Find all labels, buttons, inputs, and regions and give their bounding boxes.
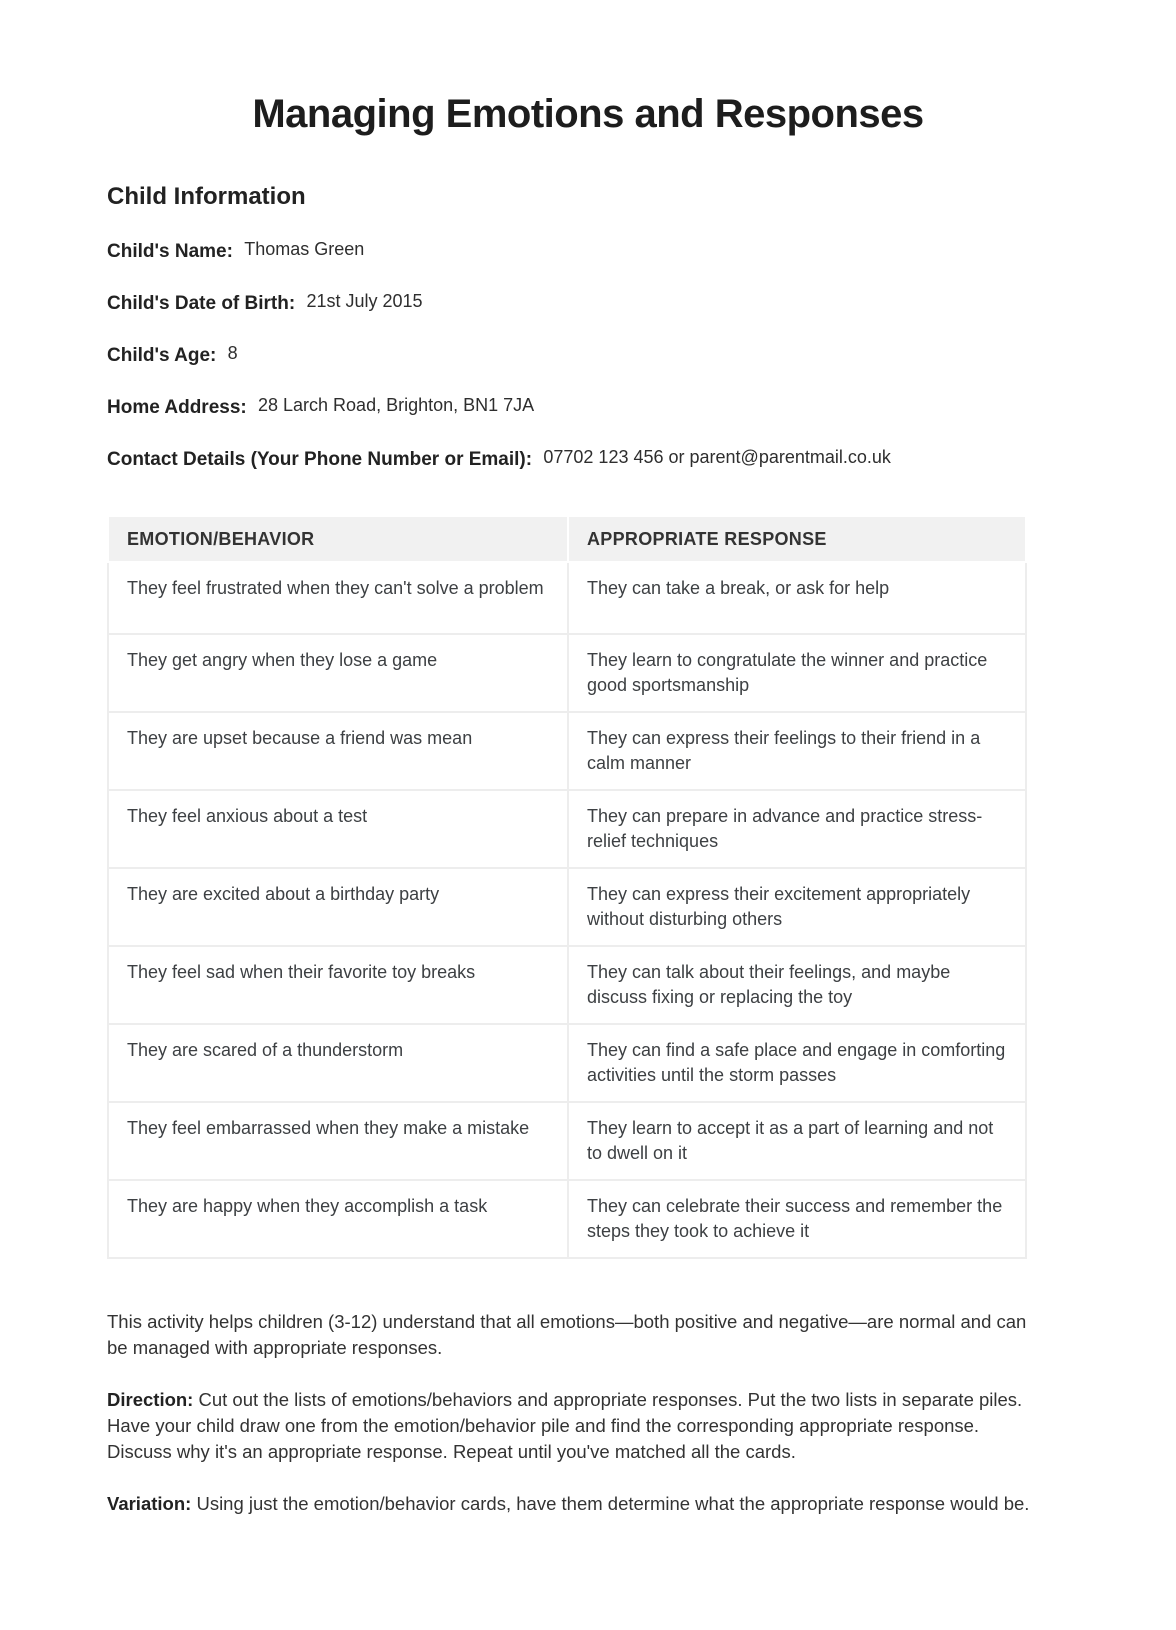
emotion-cell: They are excited about a birthday party <box>108 868 568 946</box>
contact-details-value: 07702 123 456 or parent@parentmail.co.uk <box>543 447 891 467</box>
response-cell: They can express their feelings to their friend in a calm manner <box>568 712 1026 790</box>
child-age-value: 8 <box>227 343 238 363</box>
activity-intro-paragraph: This activity helps children (3-12) understand that all emotions—both positive and negative—are normal and can be managed with appropriate responses. <box>107 1311 1027 1358</box>
table-row <box>108 1102 1026 1180</box>
variation-paragraph <box>107 1491 1035 1517</box>
child-name-field <box>107 240 1069 263</box>
table-row <box>108 868 1026 946</box>
emotion-cell: They are happy when they accomplish a task <box>108 1180 568 1258</box>
emotion-cell: They feel sad when their favorite toy breaks <box>108 946 568 1024</box>
response-column-header: APPROPRIATE RESPONSE <box>568 516 1026 562</box>
response-cell: They can talk about their feelings, and maybe discuss fixing or replacing the toy <box>568 946 1026 1024</box>
footer-notes <box>107 1309 1035 1517</box>
table-row <box>108 946 1026 1024</box>
direction-paragraph <box>107 1387 1035 1465</box>
response-cell: They can take a break, or ask for help <box>568 562 1026 634</box>
direction-label: Direction: <box>107 1389 194 1410</box>
emotion-cell: They feel embarrassed when they make a mistake <box>108 1102 568 1180</box>
table-row <box>108 562 1026 634</box>
variation-text: Using just the emotion/behavior cards, have them determine what the appropriate response would be. <box>191 1493 1030 1514</box>
contact-details-label: Contact Details (Your Phone Number or Email): <box>107 449 533 470</box>
contact-details-field <box>107 448 1069 471</box>
emotion-cell: They get angry when they lose a game <box>108 634 568 712</box>
table-header-row <box>108 516 1026 562</box>
table-row <box>108 1024 1026 1102</box>
emotion-cell: They are upset because a friend was mean <box>108 712 568 790</box>
child-dob-value: 21st July 2015 <box>306 291 423 311</box>
table-row <box>108 634 1026 712</box>
page-title: Managing Emotions and Responses <box>252 92 924 136</box>
child-age-field <box>107 344 1069 367</box>
home-address-value: 28 Larch Road, Brighton, BN1 7JA <box>258 395 535 415</box>
child-name-label: Child's Name: <box>107 241 233 262</box>
response-cell: They can find a safe place and engage in comforting activities until the storm passes <box>568 1024 1026 1102</box>
response-cell: They can celebrate their success and remember the steps they took to achieve it <box>568 1180 1026 1258</box>
variation-label: Variation: <box>107 1493 192 1514</box>
child-information-heading: Child Information <box>107 183 306 210</box>
child-dob-field <box>107 292 1069 315</box>
child-name-value: Thomas Green <box>244 239 365 259</box>
table-row <box>108 790 1026 868</box>
emotion-cell: They are scared of a thunderstorm <box>108 1024 568 1102</box>
response-cell: They learn to congratulate the winner and practice good sportsmanship <box>568 634 1026 712</box>
table-row <box>108 712 1026 790</box>
emotion-response-table <box>107 515 1027 1259</box>
direction-text: Cut out the lists of emotions/behaviors and appropriate responses. Put the two lists in separate piles. Have your child draw one from the emotion/behavior pile and find the corresponding appropriate response. Discuss why it's an appropriate response. Repeat until you've matched all the cards. <box>107 1389 1023 1462</box>
emotion-cell: They feel anxious about a test <box>108 790 568 868</box>
response-cell: They can express their excitement appropriately without disturbing others <box>568 868 1026 946</box>
child-age-label: Child's Age: <box>107 345 217 366</box>
response-cell: They learn to accept it as a part of learning and not to dwell on it <box>568 1102 1026 1180</box>
home-address-label: Home Address: <box>107 397 247 418</box>
child-dob-label: Child's Date of Birth: <box>107 293 296 314</box>
home-address-field <box>107 396 1069 419</box>
emotion-cell: They feel frustrated when they can't solve a problem <box>108 562 568 634</box>
emotion-column-header: EMOTION/BEHAVIOR <box>108 516 568 562</box>
response-cell: They can prepare in advance and practice stress-relief techniques <box>568 790 1026 868</box>
table-row <box>108 1180 1026 1258</box>
